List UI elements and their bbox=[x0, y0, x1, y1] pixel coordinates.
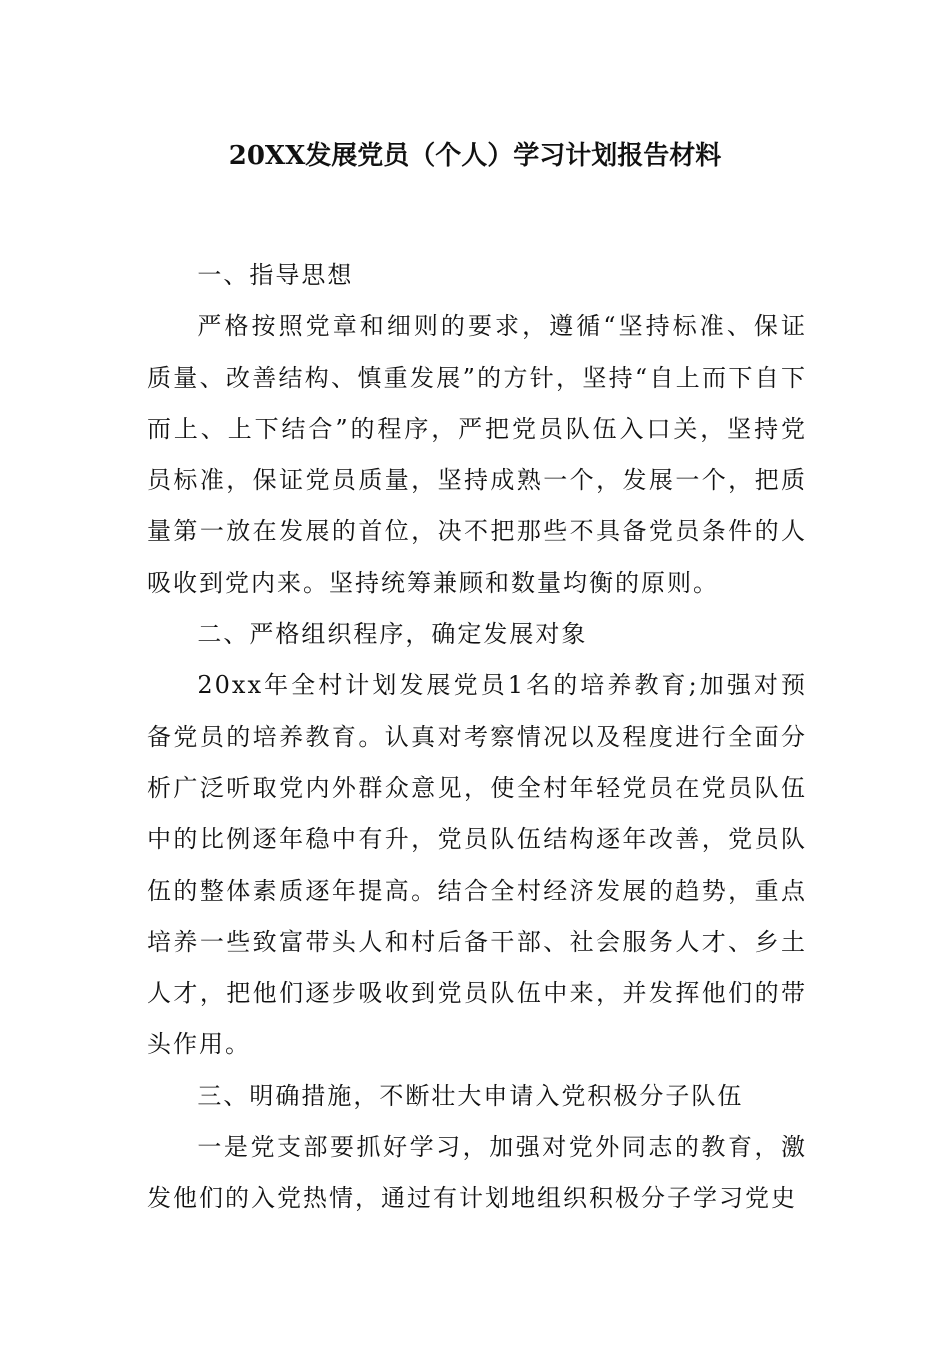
section-heading-guiding-ideology: 一、指导思想 bbox=[197, 261, 354, 289]
paragraph-organization-procedure: 20xx年全村计划发展党员1名的培养教育;加强对预备党员的培养教育。认真对考察情况以及程度进行全面分析广泛听取党内外群众意见，使全村年轻党员在党员队伍中的比例逐年稳中有升，党员队伍结构逐年改善，党员队伍的整体素质逐年提高。结合全村经济发展的趋势，重点培养一些致富带头人和村后备干部、社会服务人才、乡土人才，把他们逐步吸收到党员队伍中来，并发挥他们的带头作用。 bbox=[147, 671, 807, 1059]
paragraph-measures: 一是党支部要抓好学习，加强对党外同志的教育，激发他们的入党热情，通过有计划地组织积极分子学习党史 bbox=[147, 1133, 807, 1213]
paragraph-guiding-ideology: 严格按照党章和细则的要求，遵循“坚持标准、保证质量、改善结构、慎重发展”的方针，坚持“自上而下自下而上、上下结合”的程序，严把党员队伍入口关，坚持党员标准，保证党员质量，坚持成熟一个，发展一个，把质量第一放在发展的首位，决不把那些不具备党员条件的人吸收到党内来。坚持统筹兼顾和数量均衡的原则。 bbox=[147, 312, 807, 597]
document-body bbox=[147, 250, 807, 1225]
section-heading-organization-procedure: 二、严格组织程序，确定发展对象 bbox=[197, 620, 588, 649]
document-title: 20XX发展党员（个人）学习计划报告材料 bbox=[228, 141, 722, 171]
section-heading-measures: 三、明确措施，不断壮大申请入党积极分子队伍 bbox=[197, 1081, 744, 1110]
